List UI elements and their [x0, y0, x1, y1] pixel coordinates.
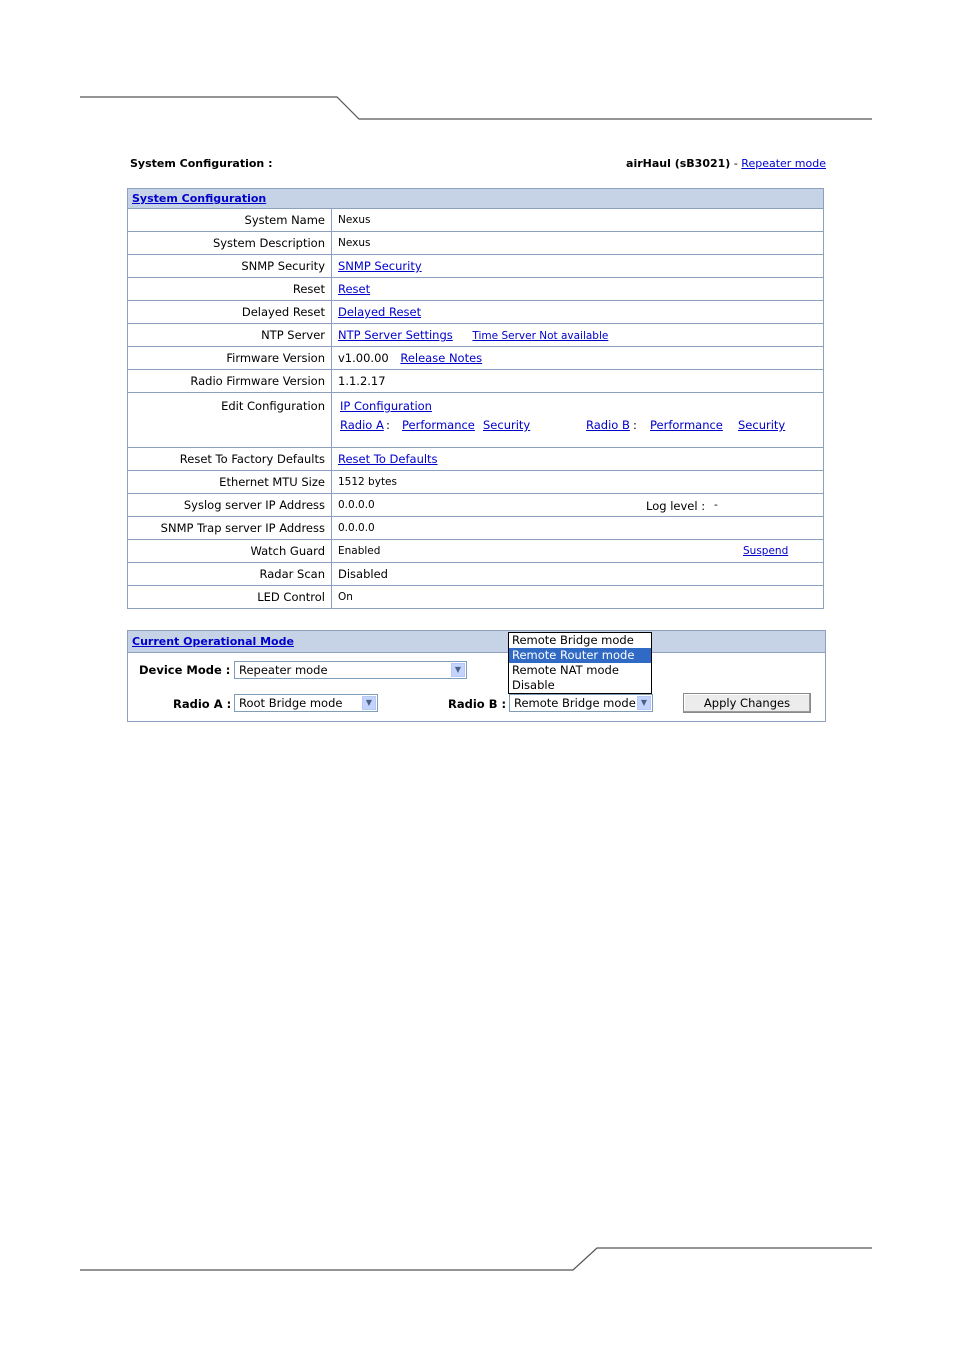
system-name-value: Nexus	[332, 209, 824, 232]
operational-mode-title-link[interactable]: Current Operational Mode	[132, 635, 294, 648]
dropdown-option[interactable]: Remote NAT mode	[512, 663, 619, 677]
snmp-trap-value: 0.0.0.0	[332, 517, 824, 540]
suspend-link[interactable]: Suspend	[743, 545, 789, 557]
radio-b-performance-link[interactable]: Performance	[650, 418, 723, 432]
radio-a-mode-label: Radio A :	[173, 697, 232, 711]
system-name-label: System Name	[128, 209, 332, 232]
table-row	[128, 232, 824, 255]
syslog-server-value: 0.0.0.0	[338, 499, 375, 511]
dropdown-option[interactable]: Remote Bridge mode	[512, 633, 634, 647]
radio-b-colon: :	[633, 418, 637, 432]
radar-scan-value: Disabled	[332, 563, 824, 586]
system-description-label: System Description	[128, 232, 332, 255]
radio-a-link[interactable]: Radio A	[340, 418, 384, 432]
snmp-trap-label: SNMP Trap server IP Address	[128, 517, 332, 540]
chevron-down-icon[interactable]: ▼	[362, 696, 376, 710]
edit-configuration-label: Edit Configuration	[128, 393, 332, 448]
table-row	[128, 586, 824, 609]
device-info	[626, 157, 826, 170]
radio-a-colon: :	[386, 418, 390, 432]
dropdown-option[interactable]: Disable	[512, 678, 555, 692]
radio-a-mode-selected: Root Bridge mode	[239, 696, 343, 710]
firmware-version-value: v1.00.00	[338, 351, 389, 365]
led-control-label: LED Control	[128, 586, 332, 609]
led-control-value: On	[332, 586, 824, 609]
table-row	[128, 347, 824, 370]
system-configuration-table	[127, 188, 824, 609]
system-configuration-title-link[interactable]: System Configuration	[132, 192, 267, 205]
radio-b-link[interactable]: Radio B	[586, 418, 630, 432]
release-notes-link[interactable]: Release Notes	[400, 351, 483, 365]
chevron-down-icon[interactable]: ▼	[451, 663, 465, 677]
device-mode-label: Device Mode :	[139, 663, 231, 677]
device-mode-select[interactable]	[234, 661, 467, 679]
table-row	[128, 209, 824, 232]
table-row	[128, 278, 824, 301]
operational-mode-panel	[127, 630, 826, 722]
time-server-status-link[interactable]: Time Server Not available	[472, 330, 609, 342]
reset-to-defaults-link[interactable]: Reset To Defaults	[338, 452, 438, 466]
snmp-security-link[interactable]: SNMP Security	[338, 259, 422, 273]
page-heading: System Configuration :	[130, 157, 273, 170]
table-row	[128, 448, 824, 471]
device-mode-selected: Repeater mode	[239, 663, 328, 677]
firmware-version-label: Firmware Version	[128, 347, 332, 370]
header-separator: -	[733, 157, 738, 170]
table-row	[128, 393, 824, 448]
reset-label: Reset	[128, 278, 332, 301]
radar-scan-label: Radar Scan	[128, 563, 332, 586]
ntp-server-settings-link[interactable]: NTP Server Settings	[338, 328, 453, 342]
radio-b-mode-select[interactable]	[509, 694, 653, 712]
radio-firmware-version-label: Radio Firmware Version	[128, 370, 332, 393]
table-row	[128, 517, 824, 540]
log-level-label: Log level :	[646, 499, 706, 513]
table-row	[128, 540, 824, 563]
watch-guard-value: Enabled	[338, 545, 381, 557]
chevron-down-icon[interactable]: ▼	[637, 696, 651, 710]
radio-a-mode-select[interactable]	[234, 694, 378, 712]
apply-changes-button[interactable]: Apply Changes	[683, 693, 811, 713]
system-description-value: Nexus	[332, 232, 824, 255]
radio-a-performance-link[interactable]: Performance	[402, 418, 475, 432]
table-row	[128, 494, 824, 517]
table-row	[128, 370, 824, 393]
repeater-mode-link[interactable]: Repeater mode	[741, 157, 826, 170]
table-row	[128, 563, 824, 586]
ntp-server-label: NTP Server	[128, 324, 332, 347]
device-name: airHaul (sB3021)	[626, 157, 731, 170]
dropdown-option-highlighted[interactable]: Remote Router mode	[509, 648, 651, 663]
ethernet-mtu-value: 1512 bytes	[332, 471, 824, 494]
factory-defaults-label: Reset To Factory Defaults	[128, 448, 332, 471]
table-row	[128, 471, 824, 494]
table-row	[128, 255, 824, 278]
ip-configuration-link[interactable]: IP Configuration	[340, 399, 432, 413]
delayed-reset-link[interactable]: Delayed Reset	[338, 305, 422, 319]
radio-a-security-link[interactable]: Security	[483, 418, 531, 432]
table-row	[128, 301, 824, 324]
radio-firmware-version-value: 1.1.2.17	[332, 370, 824, 393]
radio-b-mode-label: Radio B :	[448, 697, 507, 711]
radio-b-security-link[interactable]: Security	[738, 418, 786, 432]
log-level-value: -	[714, 499, 718, 511]
syslog-server-label: Syslog server IP Address	[128, 494, 332, 517]
radio-b-mode-selected: Remote Bridge mode	[514, 696, 636, 710]
reset-link[interactable]: Reset	[338, 282, 371, 296]
table-row	[128, 324, 824, 347]
watch-guard-label: Watch Guard	[128, 540, 332, 563]
snmp-security-label: SNMP Security	[128, 255, 332, 278]
radio-b-dropdown-list	[508, 632, 652, 694]
ethernet-mtu-label: Ethernet MTU Size	[128, 471, 332, 494]
delayed-reset-label: Delayed Reset	[128, 301, 332, 324]
